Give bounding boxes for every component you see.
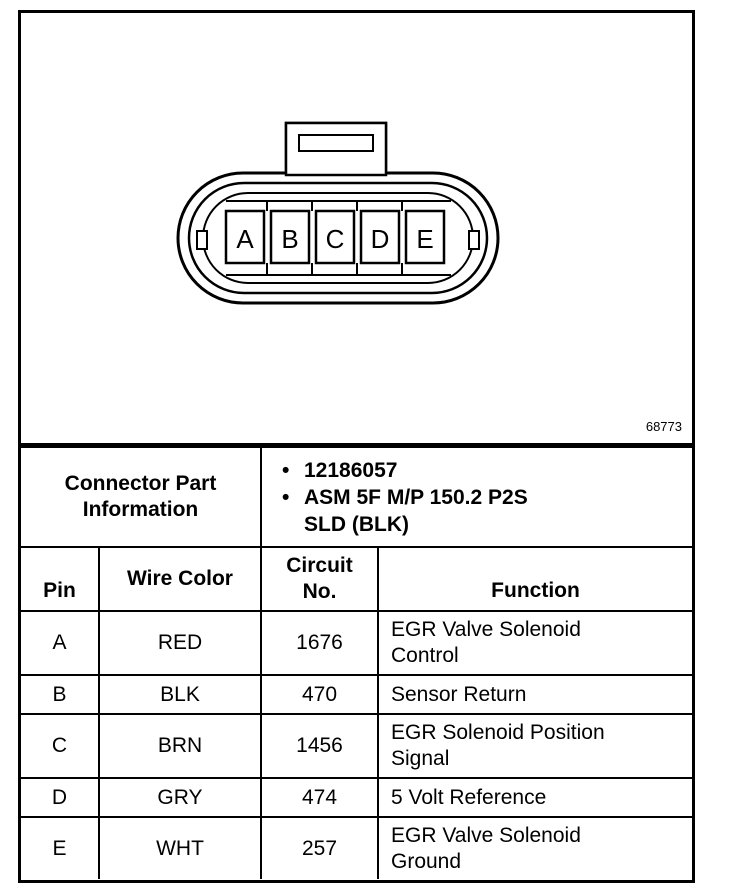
column-header-row (21, 547, 692, 611)
table-row (21, 778, 692, 817)
pin-cell: B (21, 675, 99, 714)
wire-color-cell: RED (99, 611, 261, 675)
col-header-circuit: Circuit No. (261, 547, 378, 611)
circuit-cell: 1676 (261, 611, 378, 675)
pin-cell: E (21, 817, 99, 879)
col-header-pin: Pin (21, 547, 99, 611)
pin-letter-b: B (281, 224, 299, 254)
part-description-cont: SLD (BLK) (304, 512, 409, 536)
function-cell: Sensor Return (378, 675, 692, 714)
function-cell: EGR Valve Solenoid Control (378, 611, 692, 675)
table-row (21, 611, 692, 675)
right-key (469, 231, 479, 249)
figure-number: 68773 (645, 419, 682, 434)
wire-color-cell: BLK (99, 675, 261, 714)
col-header-wire-color: Wire Color (99, 547, 261, 611)
part-number: • 12186057 (282, 458, 398, 482)
function-cell: 5 Volt Reference (378, 778, 692, 817)
function-cell: EGR Solenoid Position Signal (378, 714, 692, 778)
part-description: • ASM 5F M/P 150.2 P2S (282, 485, 528, 509)
pin-letter-c: C (325, 224, 345, 254)
circuit-cell: 257 (261, 817, 378, 879)
wire-color-cell: WHT (99, 817, 261, 879)
circuit-cell: 470 (261, 675, 378, 714)
pin-letter-d: D (370, 224, 390, 254)
left-key (197, 231, 207, 249)
pin-letter-e: E (416, 224, 434, 254)
part-info-row (21, 447, 692, 547)
part-info-values (261, 447, 692, 547)
pin-cell: C (21, 714, 99, 778)
circuit-cell: 1456 (261, 714, 378, 778)
wire-color-cell: GRY (99, 778, 261, 817)
part-info-label: Connector Part Information (21, 447, 261, 547)
connector-diagram (21, 13, 692, 446)
circuit-cell: 474 (261, 778, 378, 817)
pin-cell: A (21, 611, 99, 675)
table-row (21, 714, 692, 778)
pin-letter-a: A (236, 224, 254, 254)
wire-color-cell: BRN (99, 714, 261, 778)
table-row (21, 675, 692, 714)
connector-document (18, 10, 695, 883)
table-row (21, 817, 692, 879)
pin-cell: D (21, 778, 99, 817)
pinout-table (21, 446, 692, 879)
function-cell: EGR Valve Solenoid Ground (378, 817, 692, 879)
connector-illustration (21, 13, 692, 443)
col-header-function: Function (378, 547, 692, 611)
